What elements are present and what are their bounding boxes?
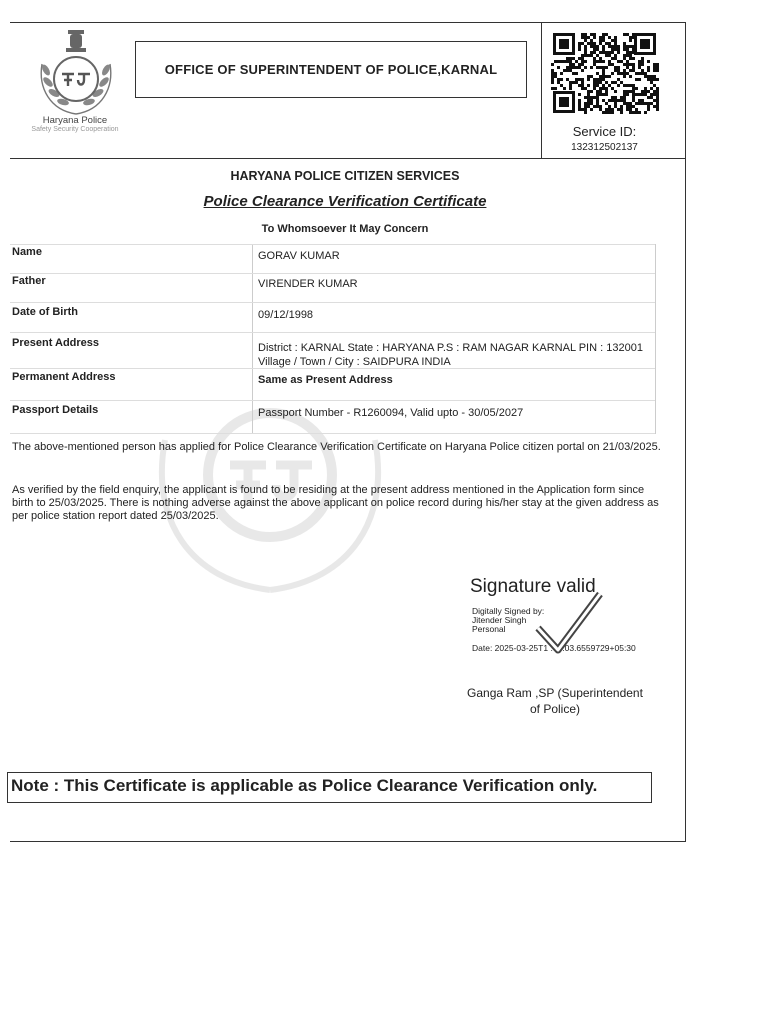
logo-caption-motto: Safety Security Cooperation: [31, 126, 119, 133]
present-address-label: Present Address: [12, 337, 100, 349]
passport-label: Passport Details: [12, 404, 99, 416]
office-title: OFFICE OF SUPERINTENDENT OF POLICE,KARNAL: [164, 62, 498, 77]
office-title-box: [135, 41, 527, 98]
passport-value: Passport Number - R1260094, Valid upto - 30/05/2027: [258, 407, 524, 419]
row-line: [10, 302, 655, 303]
bottom-border: [10, 841, 686, 842]
signature-valid-title: Signature valid: [470, 576, 596, 597]
signing-authority: [450, 685, 660, 717]
qr-code[interactable]: [548, 30, 661, 116]
name-value: GORAV KUMAR: [258, 250, 340, 262]
father-label: Father: [12, 275, 46, 287]
signing-authority-line1: Ganga Ram ,SP (Superintendent: [467, 686, 643, 700]
dob-label: Date of Birth: [12, 306, 78, 318]
header-divider: [10, 158, 686, 159]
certificate-title: Police Clearance Verification Certificate: [203, 193, 487, 210]
signed-by-label: Digitally Signed by:: [472, 606, 545, 616]
service-id-value: 132312502137: [571, 142, 638, 153]
row-line: [10, 273, 655, 274]
top-border: [10, 22, 686, 23]
present-address-value: District : KARNAL State : HARYANA P.S : RAM NAGAR KARNAL PIN : 132001 Village / Town / City : SAIDPURA INDIA: [258, 342, 643, 368]
checkmark-icon: [528, 588, 610, 656]
dob-value: 09/12/1998: [258, 309, 314, 321]
name-label: Name: [12, 246, 42, 258]
signature-date: Date: 2025-03-25T1 :07:03.6559729+05:30: [472, 643, 636, 653]
row-line: [10, 244, 655, 245]
service-id-label: Service ID:: [572, 124, 637, 139]
row-line: [10, 332, 655, 333]
father-value: VIRENDER KUMAR: [258, 278, 358, 290]
application-paragraph: The above-mentioned person has applied for Police Clearance Verification Certificate on Haryana Police citizen portal on 21/03/2025.: [12, 441, 661, 453]
signing-authority-line2: of Police): [529, 702, 581, 716]
note-box: [7, 772, 652, 803]
signer-name: Jitender Singh: [472, 615, 527, 625]
row-line: [10, 433, 655, 434]
note-text: Note : This Certificate is applicable as Police Clearance Verification only.: [11, 776, 598, 795]
qr-divider: [541, 22, 542, 158]
permanent-address-label: Permanent Address: [12, 371, 116, 383]
signer-type: Personal: [472, 624, 506, 634]
logo-caption-title: Haryana Police: [42, 115, 108, 126]
right-border: [685, 22, 686, 842]
services-heading: HARYANA POLICE CITIZEN SERVICES: [230, 169, 460, 183]
permanent-address-value: Same as Present Address: [258, 374, 393, 386]
row-line: [10, 400, 655, 401]
concern-line: To Whomsoever It May Concern: [261, 223, 429, 235]
verification-paragraph: As verified by the field enquiry, the applicant is found to be residing at the present address mentioned in the Application form since birth to 25/03/2025. There is nothing adverse against the above applicant on police record during his/her stay at the given address as per police station report dated 25/03/2025.: [12, 484, 659, 522]
